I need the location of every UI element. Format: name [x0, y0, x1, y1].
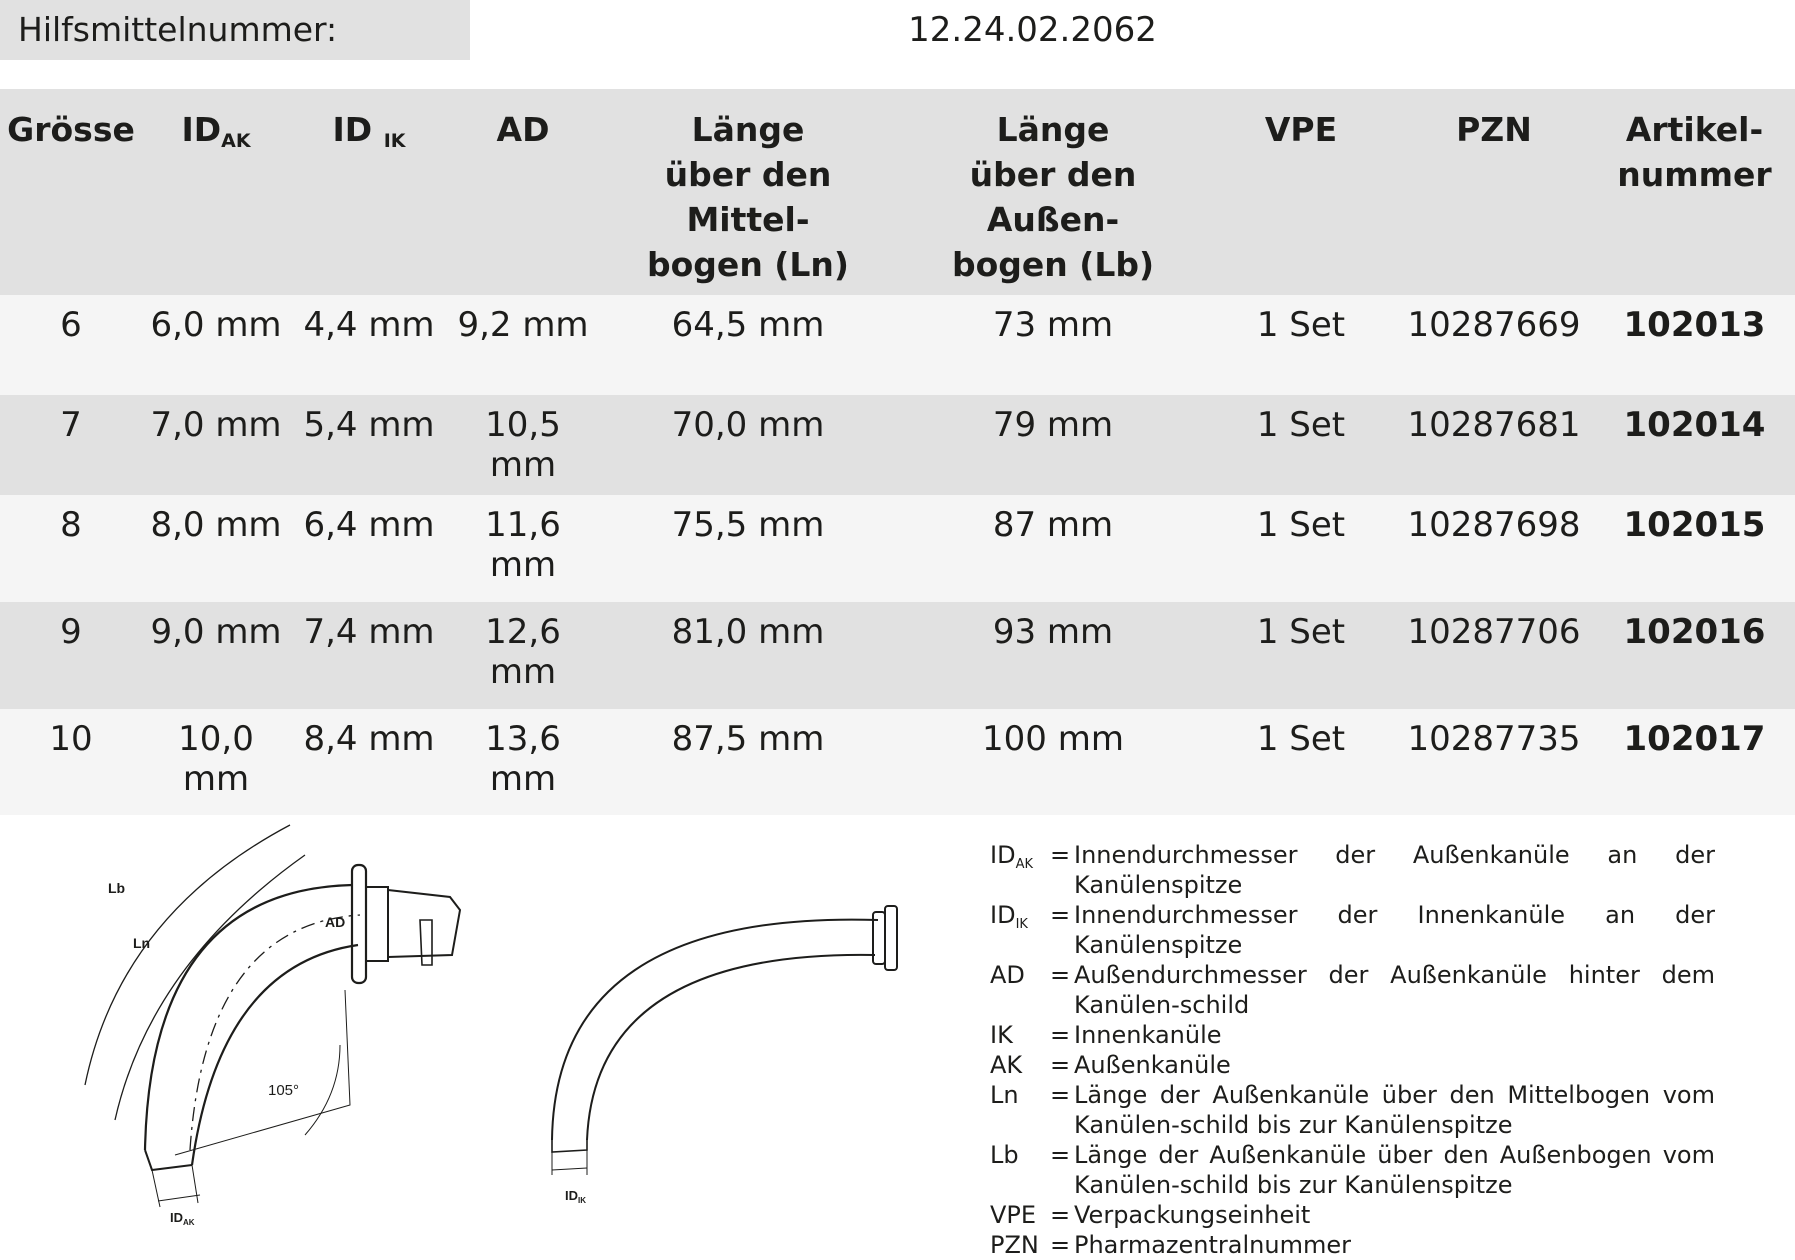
ln-dimension-arc: [115, 855, 305, 1120]
cell-pzn: 10287698: [1394, 495, 1594, 602]
cell-id-ak: 9,0 mm: [142, 602, 290, 709]
id-ik-dimension-line: [552, 1168, 587, 1170]
cell-id-ik: 7,4 mm: [290, 602, 448, 709]
cell-id-ak: 6,0 mm: [142, 295, 290, 395]
cell-artikel: 102017: [1594, 709, 1795, 815]
cell-lb: 100 mm: [898, 709, 1208, 815]
legend-item: $ID_{AK}$ = Innendurchmesser der Außenkanüle an der Kanülenspitze: [990, 841, 1715, 899]
header-lb: Länge über den Außen- bogen (Lb): [898, 89, 1208, 295]
inner-tube-outer-edge: [552, 920, 878, 1140]
cell-id-ak: 7,0 mm: [142, 395, 290, 495]
label-ln: Ln: [133, 935, 151, 951]
cell-vpe: 1 Set: [1208, 602, 1394, 709]
table-row: [0, 602, 1795, 709]
header-ln: Länge über den Mittel- bogen (Ln): [598, 89, 898, 295]
cell-lb: 73 mm: [898, 295, 1208, 395]
cell-ln: 81,0 mm: [598, 602, 898, 709]
cell-pzn: 10287669: [1394, 295, 1594, 395]
label-ad: AD: [325, 914, 346, 930]
inner-ring-2: [885, 906, 897, 970]
table-row: [0, 295, 1795, 395]
table-row: [0, 495, 1795, 602]
header-groesse: Grösse: [0, 89, 142, 295]
header-ad: AD: [448, 89, 598, 295]
legend-item: $ID_{IK}$ = Innendurchmesser der Innenkanüle an der Kanülenspitze: [990, 901, 1715, 959]
cell-id-ik: 5,4 mm: [290, 395, 448, 495]
outer-cannula-diagram: [40, 815, 490, 1235]
cell-ln: 64,5 mm: [598, 295, 898, 395]
cell-id-ak: 8,0 mm: [142, 495, 290, 602]
cell-groesse: 8: [0, 495, 142, 602]
id-ak-extension-left: [152, 1170, 160, 1207]
cell-ad: 13,6 mm: [448, 709, 598, 815]
flange-collar: [366, 887, 388, 961]
cell-ad: 9,2 mm: [448, 295, 598, 395]
id-ak-extension-right: [192, 1165, 198, 1203]
cell-pzn: 10287735: [1394, 709, 1594, 815]
cell-lb: 87 mm: [898, 495, 1208, 602]
inner-tube-inner-edge: [587, 955, 875, 1140]
header-pzn: PZN: [1394, 89, 1594, 295]
hilfsmittel-label: Hilfsmittelnummer:: [0, 0, 470, 60]
cell-groesse: 6: [0, 295, 142, 395]
hilfsmittel-bar: [0, 0, 1795, 60]
cell-vpe: 1 Set: [1208, 495, 1394, 602]
angle-arc: [305, 1045, 340, 1135]
cell-artikel: 102013: [1594, 295, 1795, 395]
connector-clip: [420, 920, 432, 965]
legend-item: IK = Innenkanüle: [990, 1021, 1222, 1049]
cell-lb: 79 mm: [898, 395, 1208, 495]
cell-ad: 12,6 mm: [448, 602, 598, 709]
cell-lb: 93 mm: [898, 602, 1208, 709]
label-id-ak: $ID_{AK}$: [170, 1210, 195, 1227]
cell-id-ik: 4,4 mm: [290, 295, 448, 395]
neck-flange: [352, 865, 366, 983]
legend-item: VPE = Verpackungseinheit: [990, 1201, 1311, 1229]
cell-ad: 11,6 mm: [448, 495, 598, 602]
legend-item: Lb = Länge der Außenkanüle über den Außenbogen vom Kanülen-schild bis zur Kanülenspitze: [990, 1141, 1715, 1199]
label-angle: 105°: [268, 1082, 300, 1099]
size-table: [0, 89, 1795, 815]
lb-dimension-arc: [85, 825, 290, 1085]
header-vpe: VPE: [1208, 89, 1394, 295]
cell-ln: 75,5 mm: [598, 495, 898, 602]
cell-id-ik: 6,4 mm: [290, 495, 448, 602]
cell-groesse: 9: [0, 602, 142, 709]
cell-vpe: 1 Set: [1208, 709, 1394, 815]
cell-groesse: 7: [0, 395, 142, 495]
table-header-row: [0, 89, 1795, 295]
table-row: [0, 395, 1795, 495]
cell-artikel: 102014: [1594, 395, 1795, 495]
id-ak-dimension-line: [158, 1195, 200, 1201]
tube-tip: [145, 1150, 192, 1170]
inner-cannula-diagram: [530, 900, 920, 1220]
legend-item: Ln = Länge der Außenkanüle über den Mittelbogen vom Kanülen-schild bis zur Kanülenspitze: [990, 1081, 1715, 1139]
header-artikel: Artikel- nummer: [1594, 89, 1795, 295]
cell-artikel: 102015: [1594, 495, 1795, 602]
hilfsmittel-value: 12.24.02.2062: [908, 10, 1157, 50]
label-id-ik: $ID_{IK}$: [565, 1188, 586, 1205]
cell-artikel: 102016: [1594, 602, 1795, 709]
cell-pzn: 10287681: [1394, 395, 1594, 495]
cell-id-ak: 10,0 mm: [142, 709, 290, 815]
legend-item: AK = Außenkanüle: [990, 1051, 1231, 1079]
header-id-ik: ID $_{IK}$: [290, 89, 448, 295]
legend: [990, 840, 1715, 1260]
legend-item: PZN = Pharmazentralnummer: [990, 1231, 1351, 1259]
table-row: [0, 709, 1795, 815]
tube-inner-edge: [192, 945, 358, 1165]
connector: [388, 890, 460, 957]
cell-id-ik: 8,4 mm: [290, 709, 448, 815]
cell-ad: 10,5 mm: [448, 395, 598, 495]
label-lb: Lb: [108, 880, 126, 896]
cell-pzn: 10287706: [1394, 602, 1594, 709]
inner-tube-tip: [552, 1140, 587, 1152]
tube-outer-edge: [145, 885, 352, 1150]
cell-groesse: 10: [0, 709, 142, 815]
cell-vpe: 1 Set: [1208, 395, 1394, 495]
cell-ln: 70,0 mm: [598, 395, 898, 495]
cell-vpe: 1 Set: [1208, 295, 1394, 395]
cell-ln: 87,5 mm: [598, 709, 898, 815]
legend-item: AD = Außendurchmesser der Außenkanüle hinter dem Kanülen-schild: [990, 961, 1715, 1019]
header-id-ak: $ID_{AK}$: [142, 89, 290, 295]
